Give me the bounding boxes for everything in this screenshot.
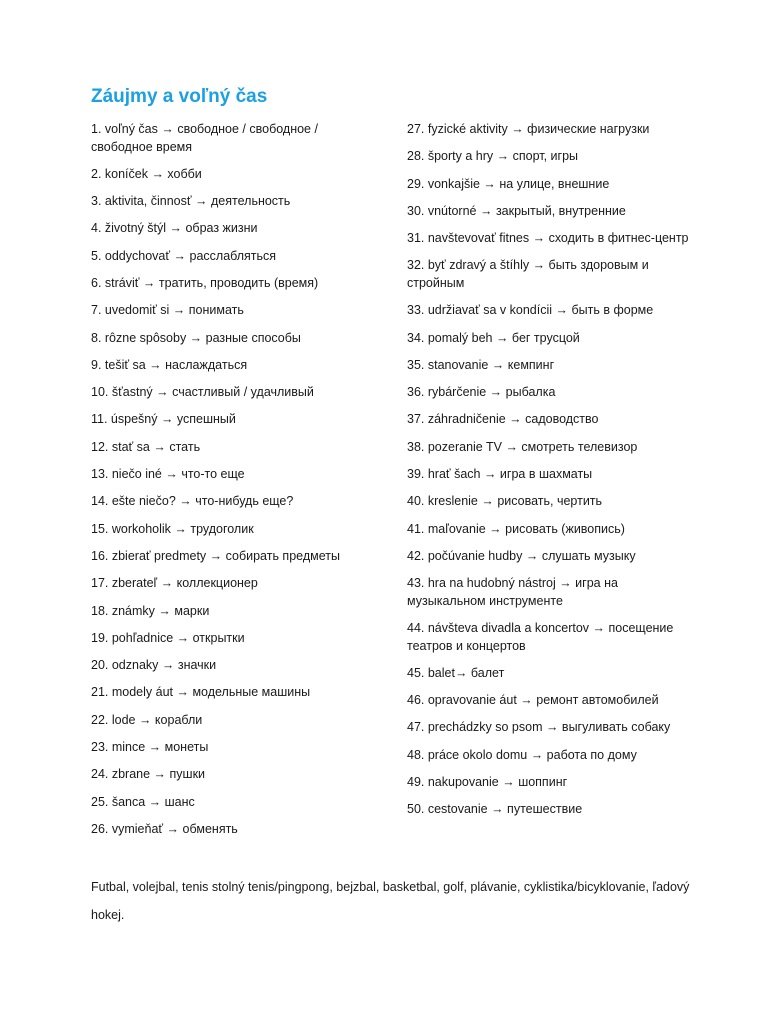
vocab-item: 20. odznaky → значки — [91, 658, 217, 673]
vocab-item: 25. šanca → шанс — [91, 794, 195, 809]
vocab-item: 40. kreslenie → рисовать, чертить — [407, 494, 603, 509]
vocab-item: 24. zbrane → пушки — [91, 767, 206, 782]
vocab-item: 16. zbierať predmety → собирать предметы — [91, 548, 340, 563]
vocab-item: 36. rybárčenie → рыбалка — [407, 385, 556, 400]
vocab-item: 39. hrať šach → игра в шахматы — [407, 467, 593, 482]
vocab-item: 37. záhradničenie → садоводство — [407, 412, 599, 427]
vocab-item: 12. stať sa → стать — [91, 439, 201, 454]
vocab-item: 28. športy a hry → спорт, игры — [407, 149, 579, 164]
vocab-list-right — [407, 121, 697, 829]
vocab-item: 43. hra na hudobný nástroj → игра на музыкальном инструменте — [407, 576, 618, 608]
vocab-item: 2. koníček → хобби — [91, 166, 202, 181]
vocab-item: 11. úspešný → успешный — [91, 412, 236, 427]
vocab-item: 19. pohľadnice → открытки — [91, 630, 245, 645]
vocab-item: 44. návšteva divadla a koncertov → посещение театров и концертов — [407, 621, 674, 653]
vocab-item: 18. známky → марки — [91, 603, 210, 618]
vocab-item: 1. voľný čas → свободное / свободное / свободное время — [91, 122, 318, 154]
vocab-item: 4. životný štýl → образ жизни — [91, 221, 258, 236]
vocab-item: 45. balet→ балет — [407, 665, 505, 680]
vocab-item: 7. uvedomiť si → понимать — [91, 303, 244, 318]
vocab-item: 38. pozeranie TV → смотреть телевизор — [407, 439, 638, 454]
vocab-item: 46. opravovanie áut → ремонт автомобилей — [407, 693, 659, 708]
vocab-list-left — [91, 121, 381, 848]
vocab-item: 21. modely áut → модельные машины — [91, 685, 311, 700]
page-title: Záujmy a voľný čas — [91, 86, 268, 107]
vocab-item: 8. rôzne spôsoby → разные способы — [91, 330, 301, 345]
vocab-item: 41. maľovanie → рисовать (живопись) — [407, 521, 625, 536]
vocab-item: 27. fyzické aktivity → физические нагрузки — [407, 122, 650, 136]
vocab-item: 13. niečo iné → что-то еще — [91, 467, 245, 482]
vocab-item: 3. aktivita, činnosť → деятельность — [91, 194, 291, 209]
vocab-item: 14. ešte niečo? → что-нибудь еще? — [91, 494, 294, 509]
vocab-item: 17. zberateľ → коллекционер — [91, 576, 258, 591]
vocab-item: 47. prechádzky so psom → выгуливать собаку — [407, 720, 671, 735]
vocab-item: 29. vonkajšie → на улице, внешние — [407, 176, 610, 191]
vocab-item: 26. vymieňať → обменять — [91, 821, 238, 836]
vocab-item: 6. stráviť → тратить, проводить (время) — [91, 275, 319, 290]
vocab-item: 32. byť zdravý a štíhly → быть здоровым и стройным — [407, 258, 649, 290]
vocab-item: 31. navštevovať fitnes → сходить в фитнес-центр — [407, 231, 689, 246]
sports-list-paragraph: Futbal, volejbal, tenis stolný tenis/pingpong, bejzbal, basketbal, golf, plávanie, cyklistika/bicyklovanie, ľadový hokej. — [91, 880, 690, 922]
vocab-item: 23. mince → монеты — [91, 740, 209, 755]
vocab-item: 9. tešiť sa → наслаждаться — [91, 357, 248, 372]
vocab-item: 15. workoholik → трудоголик — [91, 521, 254, 536]
vocab-item: 30. vnútorné → закрытый, внутренние — [407, 203, 626, 218]
vocab-item: 10. šťastný → счастливый / удачливый — [91, 385, 314, 400]
vocab-item: 35. stanovanie → кемпинг — [407, 357, 555, 372]
vocab-item: 22. lode → корабли — [91, 712, 203, 727]
vocab-item: 49. nakupovanie → шоппинг — [407, 775, 568, 790]
vocab-item: 50. cestovanie → путешествие — [407, 802, 583, 817]
vocab-item: 33. udržiavať sa v kondícii → быть в форме — [407, 303, 654, 318]
vocab-item: 42. počúvanie hudby → слушать музыку — [407, 548, 636, 563]
vocab-item: 48. práce okolo domu → работа по дому — [407, 747, 637, 762]
vocab-item: 5. oddychovať → расслабляться — [91, 248, 277, 263]
vocab-item: 34. pomalý beh → бег трусцой — [407, 330, 580, 345]
